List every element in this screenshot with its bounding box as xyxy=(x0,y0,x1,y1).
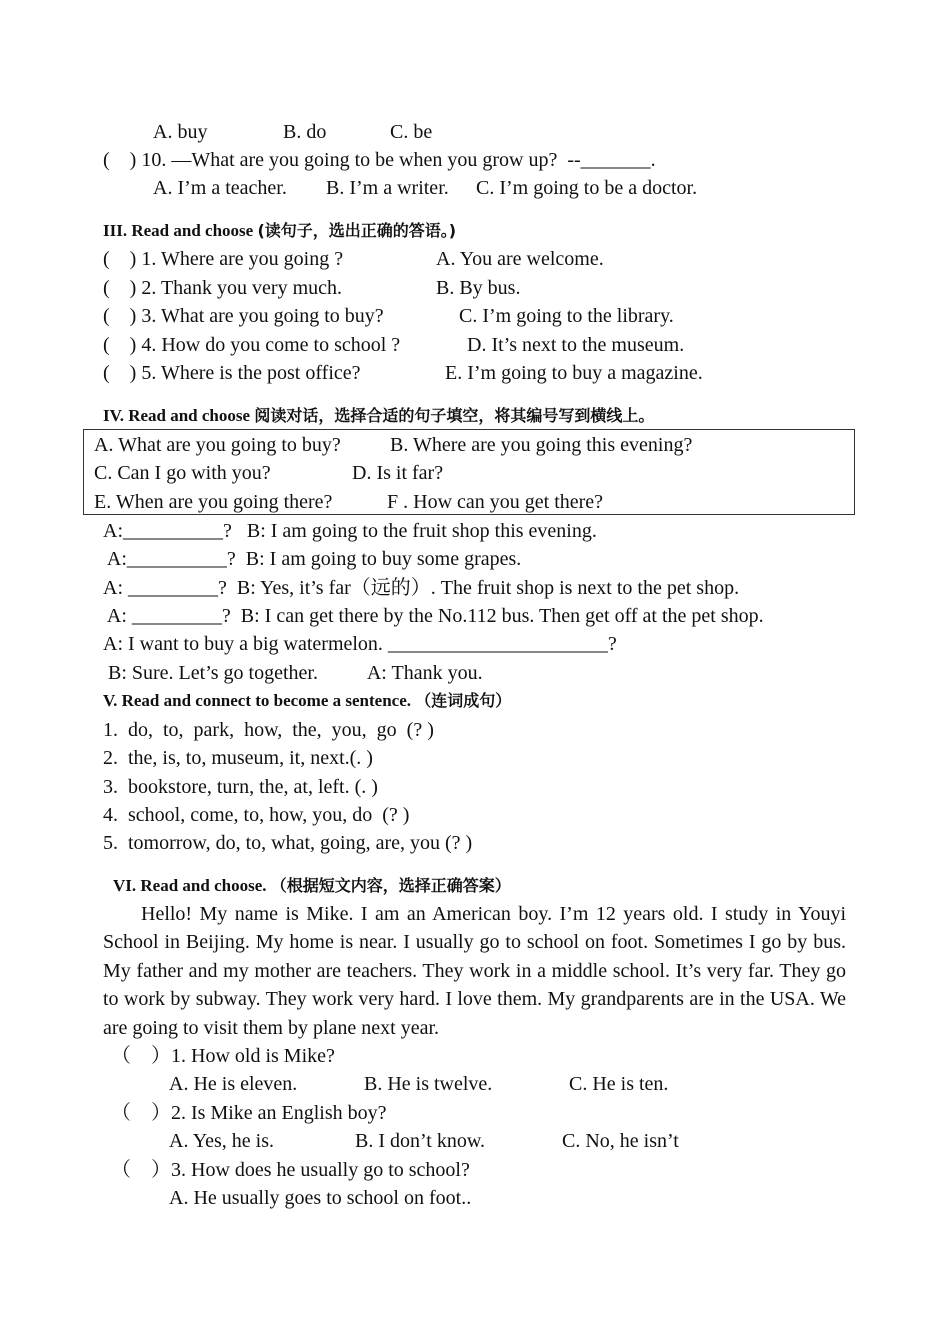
box-option-e: E. When are you going there? xyxy=(94,491,333,513)
s3-answer-b: B. By bus. xyxy=(436,277,521,299)
s3-answer-c: C. I’m going to the library. xyxy=(459,305,674,327)
box-option-c: C. Can I go with you? xyxy=(94,462,271,484)
section5-heading: V. Read and connect to become a sentence. （连词成句） xyxy=(103,691,512,710)
q10-stem: ( ) 10. —What are you going to be when you grow up? --_______. xyxy=(103,149,656,171)
q10-option-a: A. I’m a teacher. xyxy=(153,177,287,199)
s3-question-2: ( ) 2. Thank you very much. xyxy=(103,277,343,299)
q10-option-c: C. I’m going to be a doctor. xyxy=(476,177,698,199)
s5-item-2: 2. the, is, to, museum, it, next.(. ) xyxy=(103,747,373,769)
s6-q1-option-a: A. He is eleven. xyxy=(169,1073,298,1095)
s6-q3-stem: （ ）3. How does he usually go to school? xyxy=(111,1159,470,1181)
q9-option-c: C. be xyxy=(390,121,433,143)
section4-heading: IV. Read and choose 阅读对话，选择合适的句子填空，将其编号写到横线上。 xyxy=(103,406,655,425)
s3-answer-e: E. I’m going to buy a magazine. xyxy=(445,362,703,384)
s3-question-5: ( ) 5. Where is the post office? xyxy=(103,362,361,384)
section6-heading: VI. Read and choose. （根据短文内容，选择正确答案） xyxy=(113,876,511,895)
dialog-line-5: A: I want to buy a big watermelon. ______________________? xyxy=(103,633,617,655)
box-option-f: F . How can you get there? xyxy=(387,491,604,513)
s6-q2-option-b: B. I don’t know. xyxy=(355,1130,485,1152)
s6-q2-option-a: A. Yes, he is. xyxy=(169,1130,275,1152)
s3-question-3: ( ) 3. What are you going to buy? xyxy=(103,305,384,327)
dialog-line-4: A: _________? B: I can get there by the No.112 bus. Then get off at the pet shop. xyxy=(103,605,764,627)
box-option-b: B. Where are you going this evening? xyxy=(390,434,693,456)
dialog-line-6: B: Sure. Let’s go together. A: Thank you. xyxy=(103,662,483,684)
q10-option-b: B. I’m a writer. xyxy=(326,177,449,199)
s6-q1-stem: （ ）1. How old is Mike? xyxy=(111,1045,335,1067)
s5-item-5: 5. tomorrow, do, to, what, going, are, you (? ) xyxy=(103,832,473,854)
reading-passage: Hello! My name is Mike. I am an American boy. I’m 12 years old. I study in Youyi School in Beijing. My home is near. I usually go to school on foot. Sometimes I go by bus. My father and my mother are teachers. They work in a middle school. It’s very far. They go to work by subway. They work very hard. I love them. My grandparents are in the USA. We are going to visit them by plane next year. xyxy=(103,903,846,1039)
dialog-line-3: A: _________? B: Yes, it’s far（远的）. The fruit shop is next to the pet shop. xyxy=(103,577,740,599)
s3-answer-d: D. It’s next to the museum. xyxy=(467,334,685,356)
dialog-line-2: A:__________? B: I am going to buy some grapes. xyxy=(103,548,522,570)
s6-q2-stem: （ ）2. Is Mike an English boy? xyxy=(111,1102,387,1124)
section3-heading: III. Read and choose (读句子，选出正确的答语。) xyxy=(103,221,457,240)
box-option-a: A. What are you going to buy? xyxy=(94,434,341,456)
s6-q1-option-b: B. He is twelve. xyxy=(364,1073,493,1095)
s6-q3-option-a: A. He usually goes to school on foot.. xyxy=(169,1187,472,1209)
s5-item-4: 4. school, come, to, how, you, do (? ) xyxy=(103,804,410,826)
s3-question-4: ( ) 4. How do you come to school ? xyxy=(103,334,401,356)
s3-answer-a: A. You are welcome. xyxy=(436,248,604,270)
s5-item-1: 1. do, to, park, how, the, you, go (? ) xyxy=(103,719,434,741)
s3-question-1: ( ) 1. Where are you going ? xyxy=(103,248,344,270)
s6-q1-option-c: C. He is ten. xyxy=(569,1073,669,1095)
q9-option-b: B. do xyxy=(283,121,327,143)
q9-option-a: A. buy xyxy=(153,121,208,143)
box-option-d: D. Is it far? xyxy=(352,462,444,484)
dialog-line-1: A:__________? B: I am going to the fruit shop this evening. xyxy=(103,520,597,542)
s6-q2-option-c: C. No, he isn’t xyxy=(562,1130,679,1152)
s5-item-3: 3. bookstore, turn, the, at, left. (. ) xyxy=(103,776,378,798)
